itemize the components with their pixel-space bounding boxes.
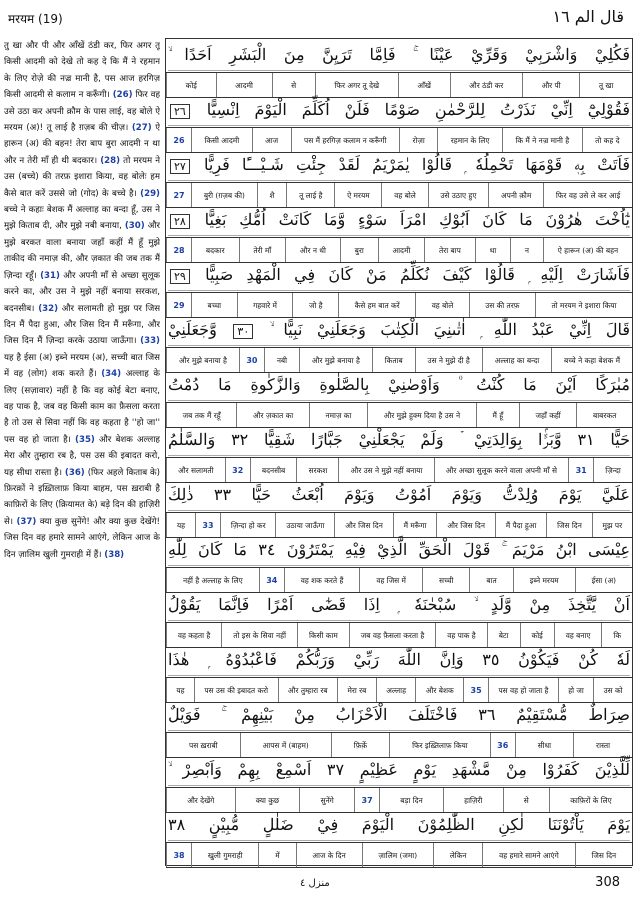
gloss-verse-number: 31 [568,458,593,482]
ayah-marker: ٢٩ [170,269,190,284]
gloss-cell: जिस दिन [546,513,591,537]
gloss-cell: बदनसीब [250,458,297,482]
gloss-cell: पस उस की इबादत करो [194,678,278,702]
verse-row [166,809,632,868]
translation-text: और सलामती हो मुझ पर जिस दिन मैं पैदा हुआ, और जिस दिन मैं मरूँगा, और जिस दिन मैं ज़िन्दा करके उठाया जाऊँगा। [4,303,160,347]
arabic-line [168,535,630,566]
gloss-cell: और पी [522,73,579,97]
verse-number: (32) [38,303,59,314]
gloss-cell: जो है [292,293,338,317]
gloss-cell: उस की तरफ़ [469,293,535,317]
ayah-marker: ٢٦ [170,104,190,119]
gloss-cell: लेकिन [433,843,482,867]
arabic-text: حَيًّا ٣١ وَّبَرًّۢا بِوَالِدَتِيْ ۡ وَلَمْ يَجْعَلْنِيْ جَبَّارًا شَقِيًّا ٣٢ وَالسَّلٰمُ [168,430,630,449]
gloss-cell: से [272,73,315,97]
gloss-cell: आज के दिन [296,843,362,867]
gloss-cell: और न थी [285,238,340,262]
gloss-verse-number: 27 [166,183,191,207]
gloss-cell: ज़िन्दा हो कर [220,513,276,537]
gloss-cell: आदमी [216,73,272,97]
gloss-cell: गहवारे में [237,293,293,317]
gloss-cell: कैसे हम बात करें [338,293,415,317]
gloss-cell: सरकश [296,458,338,482]
verse-row [166,39,632,98]
gloss-cell: काफ़िरों के लिए [549,788,632,812]
translation-text: और बेशक अल्लाह मेरा और तुम्हारा रब है, पस उस की इबादत करो, यह सीधा रास्ता है। [4,434,160,478]
gloss-cell: पस मैं हरगिज़ कलाम न करूँगी [291,128,399,152]
gloss-cell: बच्चे ने कहा बेशक मैं [551,348,632,372]
verse-number: (34) [101,369,122,380]
gloss-cell: हाज़िरी [443,788,503,812]
gloss-cell: आदमी [378,238,425,262]
arabic-text: لَهٗ كُنْ فَيَكُوْنُ ٣٥ وَاِنَّ اللّٰهَ رَبِّيْ وَرَبُّكُمْ فَاعْبُدُوْهُ ۭ هٰذَا [168,650,630,669]
arabic-text-tail: وَّجَعَلَنِيْ [168,320,217,339]
translation-text: यह है ईसा (अ) इब्ने मरयम (अ), सच्ची बात जिस में वह (लोग) शक करते हैं। [4,352,160,380]
gloss-cell: आँखें [398,73,450,97]
translation-text: (फिर अहले किताब के) फ़िरक़ों ने इख़्तिलाफ़ किया बाहम, पस ख़राबी है काफ़िरों के लिए (क़ियामत के) बड़े दिन की हाज़िरी से। [4,467,160,527]
arabic-line [168,700,630,731]
gloss-cell: और तुम्हारा रब [278,678,338,702]
translation-text: तो मरयम ने उस (बच्चे) की तरफ़ इशारा किया, वह बोलेः हम कैसे बात करें उससे जो (गोद) के बच्चे है। [4,155,160,199]
page-number: 308 [595,875,620,890]
arabic-text: يَوْمَ يَاْتُوْنَنَا لٰكِنِ الظّٰلِمُوْنَ الْيَوْمَ فِيْ ضَلٰلٍ مُّبِيْنٍ ٣٨ [168,815,630,834]
gloss-cell: कि मैं ने नज़्र मानी है [502,128,582,152]
gloss-cell: अल्लाह का बन्दा [482,348,551,372]
gloss-cell: से [503,788,549,812]
gloss-verse-number: 36 [490,733,515,757]
gloss-cell: वह जिस में [359,568,422,592]
arabic-line [168,205,630,236]
verse-number: (26) [112,90,133,101]
page-footer [0,868,638,903]
verse-row [166,204,632,263]
gloss-cell: जब वह फ़ैसला करता है [349,623,435,647]
translation-text: फिर वह उसे उठा कर अपनी क़ौम के पास लाई, वह बोले ऐ मरयम (अ)! तू लाई है ग़ज़ब की चीज़। [4,90,160,134]
gloss-cell: कोई [520,623,554,647]
gloss-cell: ज़िन्दा [593,458,632,482]
verse-row [166,369,632,428]
gloss-verse-number: 35 [463,678,488,702]
gloss-cell: और सलामती [166,458,225,482]
verse-number: (38) [104,549,125,560]
gloss-cell: फिर वह उसे ले कर आई [543,183,632,207]
gloss-cell: और जिस दिन [436,513,494,537]
gloss-cell: किताब [372,348,415,372]
arabic-text: فَاَشَارَتْ اِلَيْهِ ۭ قَالُوْا كَيْفَ نُكَلِّمُ مَنْ كَانَ فِي الْمَهْدِ صَبِيًّا [205,265,630,284]
gloss-cell: नहीं है अल्लाह के लिए [166,568,259,592]
gloss-cell: बदकार [191,238,238,262]
gloss-cell: और मुझे बनाया है [166,348,239,372]
arabic-text: لِّلَّذِيْنَ كَفَرُوْا مِنْ مَّشْهَدِ يَوْمٍ عَظِيْمٍ ٣٧ اَسْمِعْ بِهِمْ وَاَبْصِرْ ۙ [168,760,630,779]
gloss-cell: वह कहता है [166,623,221,647]
gloss-verse-number: 28 [166,238,191,262]
word-by-word-panel [165,38,633,866]
gloss-cell: तेरा बाप [424,238,475,262]
arabic-line [168,370,630,401]
gloss-cell: और बेशक [415,678,463,702]
gloss-cell: इब्ने मरयम [513,568,575,592]
gloss-cell: कि [601,623,632,647]
gloss-verse-number: 30 [239,348,264,372]
gloss-cell: ऐ मरयम [334,183,381,207]
verse-number: (31) [40,270,60,281]
gloss-cell: और जिस दिन [334,513,392,537]
gloss-cell: तो कह दे [582,128,632,152]
gloss-cell: रोज़ा [399,128,437,152]
verse-number: (35) [75,434,95,445]
gloss-cell: तू लाई है [286,183,334,207]
verse-number: (28) [100,155,121,166]
translation-text: और मुझे बरकत वाला बनाया जहाँ कहीं मैं हूँ मुझे ताकीद की नमाज़ की, और ज़कात की जब तक मैं ज़िन्दा रहूँ। [4,221,160,281]
gloss-verse-number: 38 [166,843,191,867]
arabic-text: قَالَ اِنِّيْ عَبْدُ اللّٰهِ ۭ اٰتٰىنِيَ الْكِتٰبَ وَجَعَلَنِيْ نَبِيًّا ۙ [269,320,630,339]
translation-paragraph [4,38,160,563]
arabic-text: مُبٰرَكًا اَيْنَ مَا كُنْتُ ۠ وَاَوْصٰنِيْ بِالصَّلٰوةِ وَالزَّكٰوةِ مَا دُمْتُ [168,375,630,394]
gloss-cell: रहमान के लिए [437,128,502,152]
gloss-cell: उस को [593,678,632,702]
arabic-line [168,40,630,71]
gloss-cell: बुरी (ग़ज़ब की) [191,183,257,207]
gloss-cell: न [510,238,543,262]
gloss-cell: रास्ता [573,733,632,757]
gloss-cell: और उस ने मुझे नहीं बनाया [338,458,433,482]
translation-text: ऐ हारून (अ) की बहन! तेरा बाप बुरा आदमी न था और न तेरी माँ ही थी बदकार। [4,123,160,166]
arabic-line [168,755,630,786]
translation-text: तु खा और पी और आँखें ठंडी कर, फिर अगर तू किसी आदमी को देखे तो कह दे कि मैं ने रहमान के लिए रोज़े की नज़्र मानी है, पस आज हरगिज़ किसी आदमी से कलाम न करूँगी। [4,41,160,101]
gloss-cell: वह बोले [415,293,469,317]
gloss-cell: नबी [264,348,299,372]
gloss-cell: बड़ा दिन [379,788,443,812]
gloss-cell: सुनेंगे [299,788,354,812]
gloss-cell: पस ख़राबी [166,733,240,757]
ayah-marker: ٢٧ [170,159,190,174]
gloss-verse-number: 26 [166,128,191,152]
gloss-cell: अल्लाह [376,678,416,702]
arabic-line [168,480,630,511]
surah-label: मरयम (19) [8,12,63,26]
translation-column [4,38,160,866]
arabic-line [168,260,630,291]
verse-number: (29) [140,188,160,199]
verse-row [166,754,632,813]
gloss-cell: और मुझे बनाया है [299,348,372,372]
gloss-cell: उसे उठाए हुए [428,183,489,207]
translation-text: क्या कुछ सुनेंगे! और क्या कुछ देखेंगे! जिस दिन वह हमारे सामने आएंगे, लेकिन आज के दिन ज़ालिम खुली गुमराही में हैं। [4,516,160,560]
gloss-cell: वह हमारे सामने आएंगे [482,843,574,867]
arabic-text: عَلَيَّ يَوْمَ وُلِدْتُّ وَيَوْمَ اَمُوْتُ وَيَوْمَ اُبْعَثُ حَيًّا ٣٣ ذٰلِكَ [168,485,630,504]
arabic-line [168,150,630,181]
gloss-cell: बेटा [487,623,520,647]
gloss-cell: जब तक मैं रहूँ [166,403,236,427]
gloss-cell: आपस में (बाहम) [240,733,331,757]
gloss-cell: और देखेंगे [166,788,235,812]
gloss-cell: और मुझे हुक्म दिया है उस ने [367,403,476,427]
gloss-cell: नमाज़ का [309,403,367,427]
gloss-cell: सच्ची [422,568,469,592]
gloss-verse-number: 33 [195,513,220,537]
gloss-verse-number: 32 [225,458,250,482]
verse-number: (37) [16,516,37,527]
arabic-line [168,590,630,621]
verse-number: (30) [124,221,145,232]
gloss-cell: शै [257,183,287,207]
gloss-cell: ज़ालिम (जमा) [362,843,433,867]
gloss-cell: कोई [166,73,215,97]
verse-number: (36) [64,467,85,478]
gloss-cell: मैं मरूँगा [393,513,437,537]
gloss-cell: वह बोले [381,183,427,207]
gloss-cell: मेरा रब [337,678,376,702]
gloss-cell: पस वह हो जाता है [488,678,558,702]
gloss-cell: था [475,238,510,262]
gloss-cell: और ज़कात का [236,403,309,427]
gloss-cell: उठाया जाऊँगा [275,513,334,537]
arabic-text: اَنْ يَّتَّخِذَ مِنْ وَّلَدٍ ۙ سُبْحٰنَهٗ ۭ اِذَا قَضٰٓى اَمْرًا فَاِنَّمَا يَقُوْلُ [168,595,630,614]
ayah-marker: ٢٨ [170,214,190,229]
gloss-cell: तो इस के सिवा नहीं [221,623,297,647]
arabic-line [168,810,630,841]
arabic-text: صِرَاطٌ مُّسْتَقِيْمٌ ٣٦ فَاخْتَلَفَ الْاَحْزَابُ مِنْ بَيْنِهِمْ ۚ فَوَيْلٌ [168,705,630,724]
gloss-cell: तेरी माँ [239,238,286,262]
gloss-cell: बच्चा [191,293,237,317]
gloss-cell: तू खा [579,73,632,97]
gloss-cell: फिर अगर तू देखे [315,73,398,97]
manzil-label: منزل ٤ [300,878,330,889]
verse-number: (27) [131,123,152,134]
gloss-cell: वह शक करते हैं [284,568,360,592]
gloss-cell: बुरा [340,238,378,262]
gloss-cell: यह [166,678,194,702]
gloss-cell: किसी काम [297,623,349,647]
gloss-cell: ईसा (अ) [575,568,632,592]
verse-row [166,699,632,758]
arabic-text: فَكُلِيْ وَاشْرَبِيْ وَقَرِّيْ عَيْنًا ۚ فَاِمَّا تَرَيِنَّ مِنَ الْبَشَرِ اَحَدًا ۙ [168,45,630,64]
gloss-cell: मुझ पर [592,513,632,537]
gloss-cell: किसी आदमी [191,128,252,152]
verse-row [166,479,632,538]
verse-number: (33) [140,336,160,347]
gloss-cell: बात [469,568,512,592]
arabic-line [168,645,630,676]
gloss-cell: और ठंडी कर [450,73,522,97]
arabic-line [168,315,630,346]
verse-row [166,589,632,648]
gloss-cell: जिस दिन [575,843,632,867]
verse-row [166,424,632,483]
ayah-marker: ٣٠ [233,324,253,339]
translation-text: अल्लाह के लिए (सज़ावार) नहीं है कि वह कोई बेटा बनाए, वह पाक है, जब वह किसी काम का फ़ैसला करता है तो उस से सिवा नहीं कि वह कहता है ''हो जा'' पस वह हो जाता है। [4,369,160,445]
gloss-cell: यह [166,513,195,537]
arabic-line [168,95,630,126]
verse-row [166,149,632,208]
verse-row [166,644,632,703]
gloss-cell: और अच्छा सुलूक करने वाला अपनी माँ से [434,458,568,482]
gloss-cell: बाबरकत [576,403,632,427]
gloss-cell: ऐ हारून (अ) की बहन [543,238,632,262]
gloss-cell: फ़िर्क़े [331,733,389,757]
gloss-cell: क्या कुछ [235,788,300,812]
gloss-verse-number: 37 [354,788,379,812]
gloss-cell: हो जा [558,678,593,702]
gloss-cell: वह बनाए [554,623,602,647]
arabic-line [168,425,630,456]
verse-row [166,314,632,373]
arabic-text: يٰٓاُخْتَ هٰرُوْنَ مَا كَانَ اَبُوْكِ امْرَاَ سَوْءٍ وَّمَا كَانَتْ اُمُّكِ بَغِيًّا [204,210,630,229]
gloss-cell: वह पाक है [435,623,486,647]
gloss-cell: तो मरयम ने इशारा किया [535,293,632,317]
verse-row [166,94,632,153]
gloss-verse-number: 34 [259,568,284,592]
gloss-verse-number: 29 [166,293,191,317]
verse-row [166,534,632,593]
arabic-text: عِيْسَى ابْنُ مَرْيَمَ ۚ قَوْلَ الْحَقِّ الَّذِيْ فِيْهِ يَمْتَرُوْنَ ٣٤ مَا كَانَ لِلّٰهِ [168,540,630,559]
gloss-cell: खुली गुमराही [191,843,258,867]
translation-text: बच्चे ने कहाः बेशक मैं अल्लाह का बन्दा हूँ, उस ने मुझे किताब दी, और मुझे नबी बनाया, [4,205,160,232]
page-header [0,0,638,30]
arabic-text: فَقُوْلِيْٓ اِنِّيْ نَذَرْتُ لِلرَّحْمٰنِ صَوْمًا فَلَنْ اُكَلِّمَ الْيَوْمَ اِنْسِيًّا [206,100,630,119]
gloss-cell: सीधा [515,733,573,757]
gloss-cell: में [258,843,295,867]
gloss-cell: मैं हूँ [476,403,519,427]
arabic-text: فَاَتَتْ بِهٖ قَوْمَهَا تَحْمِلُهٗ ۭ قَالُوْا يٰمَرْيَمُ لَقَدْ جِئْتِ شَـيْـــًٔا فَرِيًّا [204,155,630,174]
gloss-cell: जहाँ कहीं [519,403,577,427]
gloss-strip [166,842,632,868]
translation-text: और अपनी माँ से अच्छा सुलूक करने का, और उस ने मुझे नहीं बनाया सरकश, बदनसीब। [4,270,160,314]
gloss-cell: फिर इख़्तिलाफ़ किया [389,733,490,757]
gloss-cell: मैं पैदा हुआ [495,513,546,537]
gloss-cell: आज [252,128,291,152]
gloss-cell: अपनी क़ौम [488,183,543,207]
verse-row [166,259,632,318]
juz-label: قال الم ١٦ [552,7,624,26]
gloss-cell: उस ने मुझे दी है [415,348,482,372]
